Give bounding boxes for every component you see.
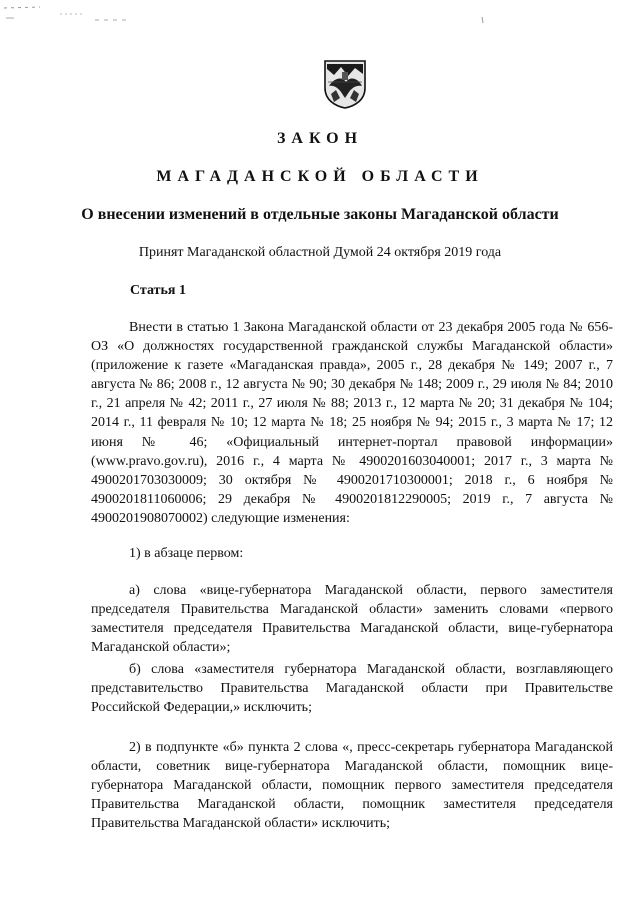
item-1b-paragraph: б) слова «заместителя губернатора Магаданской области, возглавляющего представительство Правительства Магаданской области при Правительстве Российской Федерации,» исключить; [91,662,613,716]
magadan-oblast-coat-of-arms-icon [322,58,368,110]
item-2-paragraph: 2) в подпункте «б» пункта 2 слова «, пресс-секретарь губернатора Магаданской области, советник вице-губернатора Магаданской области, помощник вице-губернатора Магаданской области, помощник первого заместителя председателя Правительства Магаданской области, помощник заместителя председателя Правительства Магаданской области» исключить; [91,740,613,832]
item-1a-paragraph: а) слова «вице-губернатора Магаданской области, первого заместителя председателя Правительства Магаданской области» заменить словами «первого заместителя председателя Правительства Магаданской области, вице-губернатора Магаданской области»; [91,583,613,656]
adoption-line: Принят Магаданской областной Думой 24 октября 2019 года [138,245,502,260]
region-title: МАГАДАНСКОЙ ОБЛАСТИ [156,168,484,185]
scan-artifact-dot [480,16,486,24]
scan-artifact-marks [0,0,140,30]
item-1-paragraph: 1) в абзаце первом: [129,546,244,561]
article-intro-paragraph: Внести в статью 1 Закона Магаданской области от 23 декабря 2005 года № 656-ОЗ «О должностях государственной гражданской службы Магаданской области» (приложение к газете «Магаданская правда», 2005 г., 28 декабря № 149; 2007 г., 7 августа № 86; 2008 г., 12 августа № 90; 30 декабря № 148; 2009 г., 29 июля № 84; 2010 г., 21 апреля № 42; 2011 г., 27 июля № 88; 2013 г., 12 марта № 20; 31 декабря № 104; 2014 г., 11 февраля № 10; 12 марта № 18; 25 ноября № 94; 2015 г., 3 марта № 17; 12 июня № 46; «Официальный интернет-портал правовой информации» (www.pravo.gov.ru), 2016 г., 4 марта № 4900201603040001; 2017 г., 3 марта № 4900201703030009; 30 октября № 4900201710300001; 2018 г., 6 ноября № 4900201811060006; 29 декабря № 4900201812290005; 2019 г., 7 августа № 4900201908070002) следующие изменения: [91,320,613,526]
document-type-title: ЗАКОН [276,130,364,147]
law-subject-title: О внесении изменений в отдельные законы Магаданской области [81,206,559,223]
article-heading: Статья 1 [130,283,186,298]
